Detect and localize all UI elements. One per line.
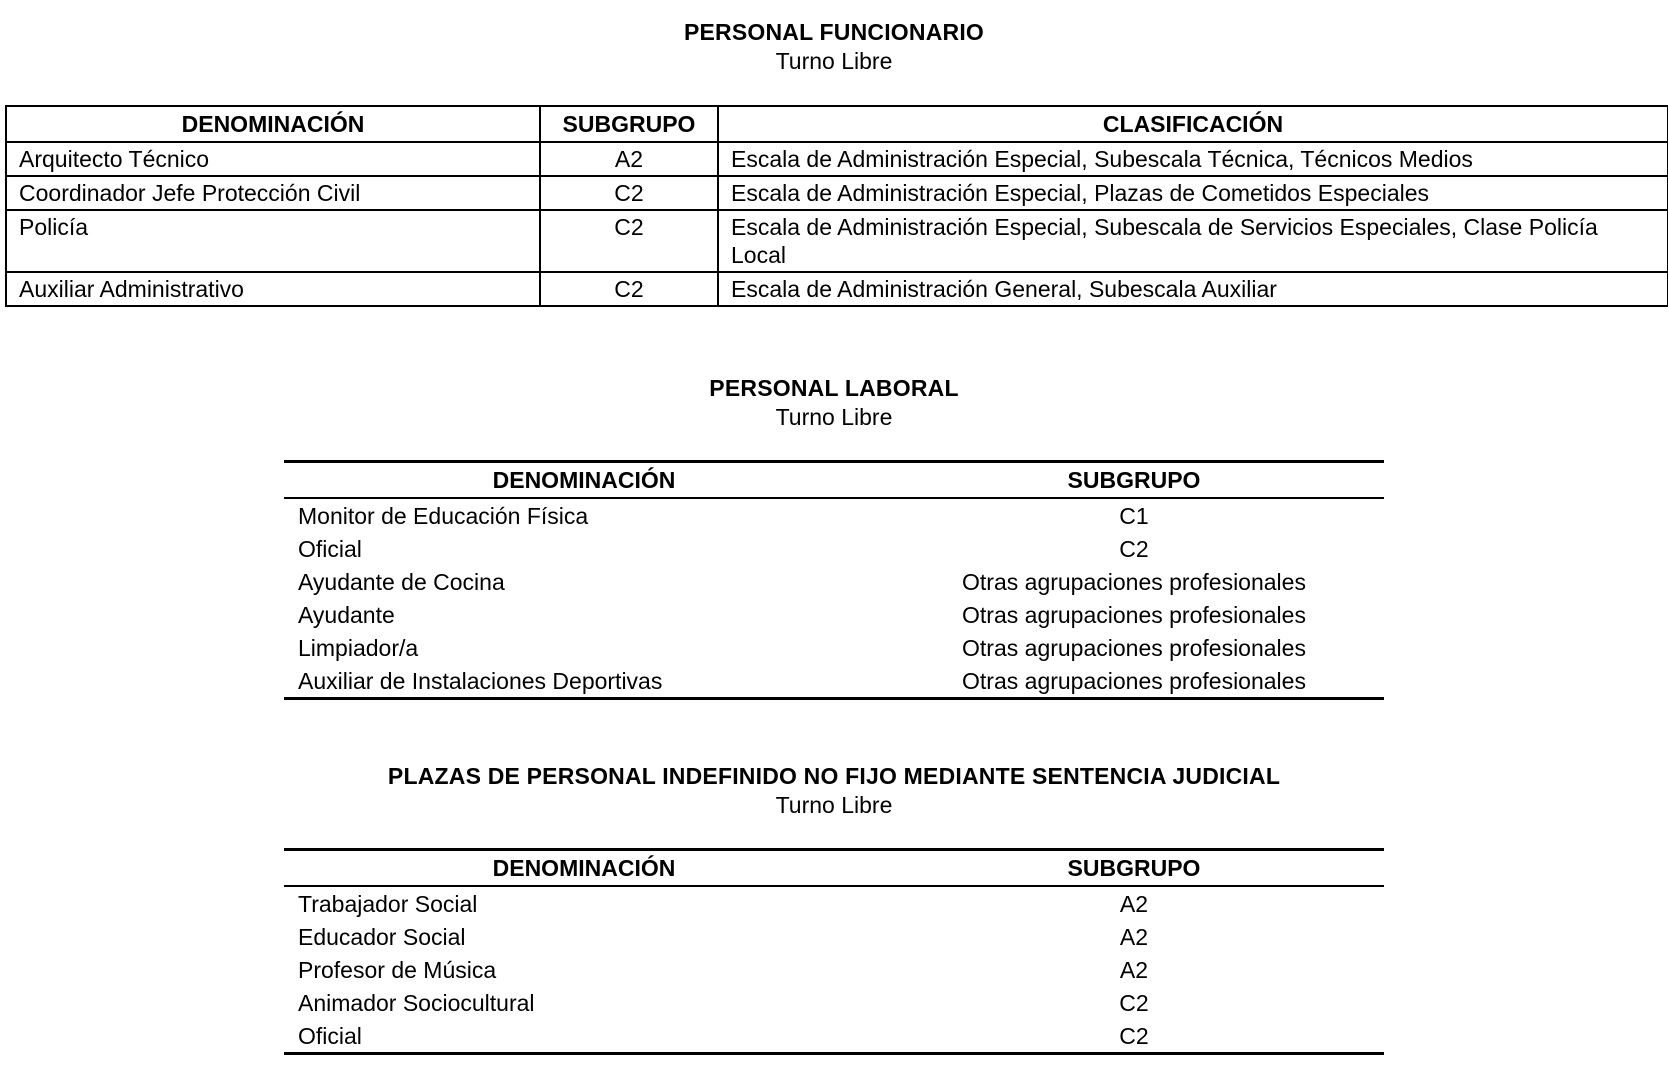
cell-clasificacion: Escala de Administración Especial, Plazas de Cometidos Especiales (718, 176, 1668, 210)
table-header-row (284, 462, 1384, 499)
cell-subgrupo: C2 (1119, 535, 1149, 562)
cell-subgrupo: C2 (540, 210, 718, 272)
header-denominacion: DENOMINACIÓN (6, 106, 540, 142)
table-row (284, 1019, 1384, 1054)
cell-denominacion: Animador Sociocultural (298, 989, 535, 1016)
cell-denominacion: Educador Social (298, 923, 466, 950)
cell-denominacion: Ayudante (298, 601, 395, 628)
cell-subgrupo: A2 (1119, 923, 1149, 950)
laboral-table (284, 460, 1384, 700)
cell-subgrupo: C2 (1119, 989, 1149, 1016)
cell-clasificacion: Escala de Administración Especial, Subescala Técnica, Técnicos Medios (718, 142, 1668, 176)
cell-subgrupo: A2 (1119, 890, 1149, 917)
cell-denominacion: Monitor de Educación Física (298, 502, 589, 529)
laboral-title: PERSONAL LABORAL (709, 375, 959, 401)
cell-denominacion: Oficial (298, 535, 362, 562)
header-subgrupo: SUBGRUPO (540, 106, 718, 142)
funcionario-subtitle: Turno Libre (775, 48, 893, 74)
table-row (284, 532, 1384, 565)
header-subgrupo: SUBGRUPO (884, 462, 1384, 499)
cell-subgrupo: A2 (1119, 956, 1149, 983)
cell-subgrupo: Otras agrupaciones profesionales (962, 601, 1306, 628)
cell-denominacion: Profesor de Música (298, 956, 497, 983)
cell-denominacion: Auxiliar Administrativo (6, 272, 540, 306)
cell-denominacion: Trabajador Social (298, 890, 478, 917)
cell-subgrupo: Otras agrupaciones profesionales (962, 568, 1306, 595)
table-row (284, 664, 1384, 699)
cell-denominacion: Ayudante de Cocina (298, 568, 505, 595)
table-row (284, 565, 1384, 598)
cell-subgrupo: Otras agrupaciones profesionales (962, 634, 1306, 661)
cell-denominacion: Oficial (298, 1022, 362, 1049)
header-subgrupo: SUBGRUPO (884, 850, 1384, 887)
cell-subgrupo: C2 (540, 272, 718, 306)
cell-clasificacion: Escala de Administración General, Subescala Auxiliar (718, 272, 1668, 306)
laboral-subtitle: Turno Libre (775, 404, 893, 430)
cell-denominacion: Policía (6, 210, 540, 272)
cell-subgrupo: Otras agrupaciones profesionales (962, 667, 1306, 694)
table-row (284, 631, 1384, 664)
table-row (284, 498, 1384, 532)
cell-denominacion: Auxiliar de Instalaciones Deportivas (298, 667, 663, 694)
table-row (284, 920, 1384, 953)
cell-subgrupo: C2 (540, 176, 718, 210)
table-row (284, 598, 1384, 631)
cell-denominacion: Limpiador/a (298, 634, 419, 661)
cell-denominacion: Coordinador Jefe Protección Civil (6, 176, 540, 210)
indefinido-table (284, 848, 1384, 1055)
header-denominacion: DENOMINACIÓN (284, 850, 884, 887)
header-clasificacion: CLASIFICACIÓN (718, 106, 1668, 142)
cell-clasificacion: Escala de Administración Especial, Subescala de Servicios Especiales, Clase Policía Local (718, 210, 1668, 272)
header-denominacion: DENOMINACIÓN (284, 462, 884, 499)
table-row (284, 886, 1384, 920)
table-row (284, 953, 1384, 986)
table-row (6, 176, 1668, 210)
table-row (6, 142, 1668, 176)
cell-subgrupo: A2 (540, 142, 718, 176)
indefinido-title: PLAZAS DE PERSONAL INDEFINIDO NO FIJO MEDIANTE SENTENCIA JUDICIAL (387, 763, 1281, 789)
table-row (6, 210, 1668, 272)
table-header-row (284, 850, 1384, 887)
funcionario-title: PERSONAL FUNCIONARIO (683, 19, 985, 45)
cell-denominacion: Arquitecto Técnico (6, 142, 540, 176)
funcionario-table (5, 105, 1668, 307)
table-header-row (6, 106, 1668, 142)
indefinido-subtitle: Turno Libre (775, 792, 893, 818)
cell-subgrupo: C2 (1119, 1022, 1149, 1049)
table-row (284, 986, 1384, 1019)
cell-subgrupo: C1 (1119, 502, 1149, 529)
table-row (6, 272, 1668, 306)
